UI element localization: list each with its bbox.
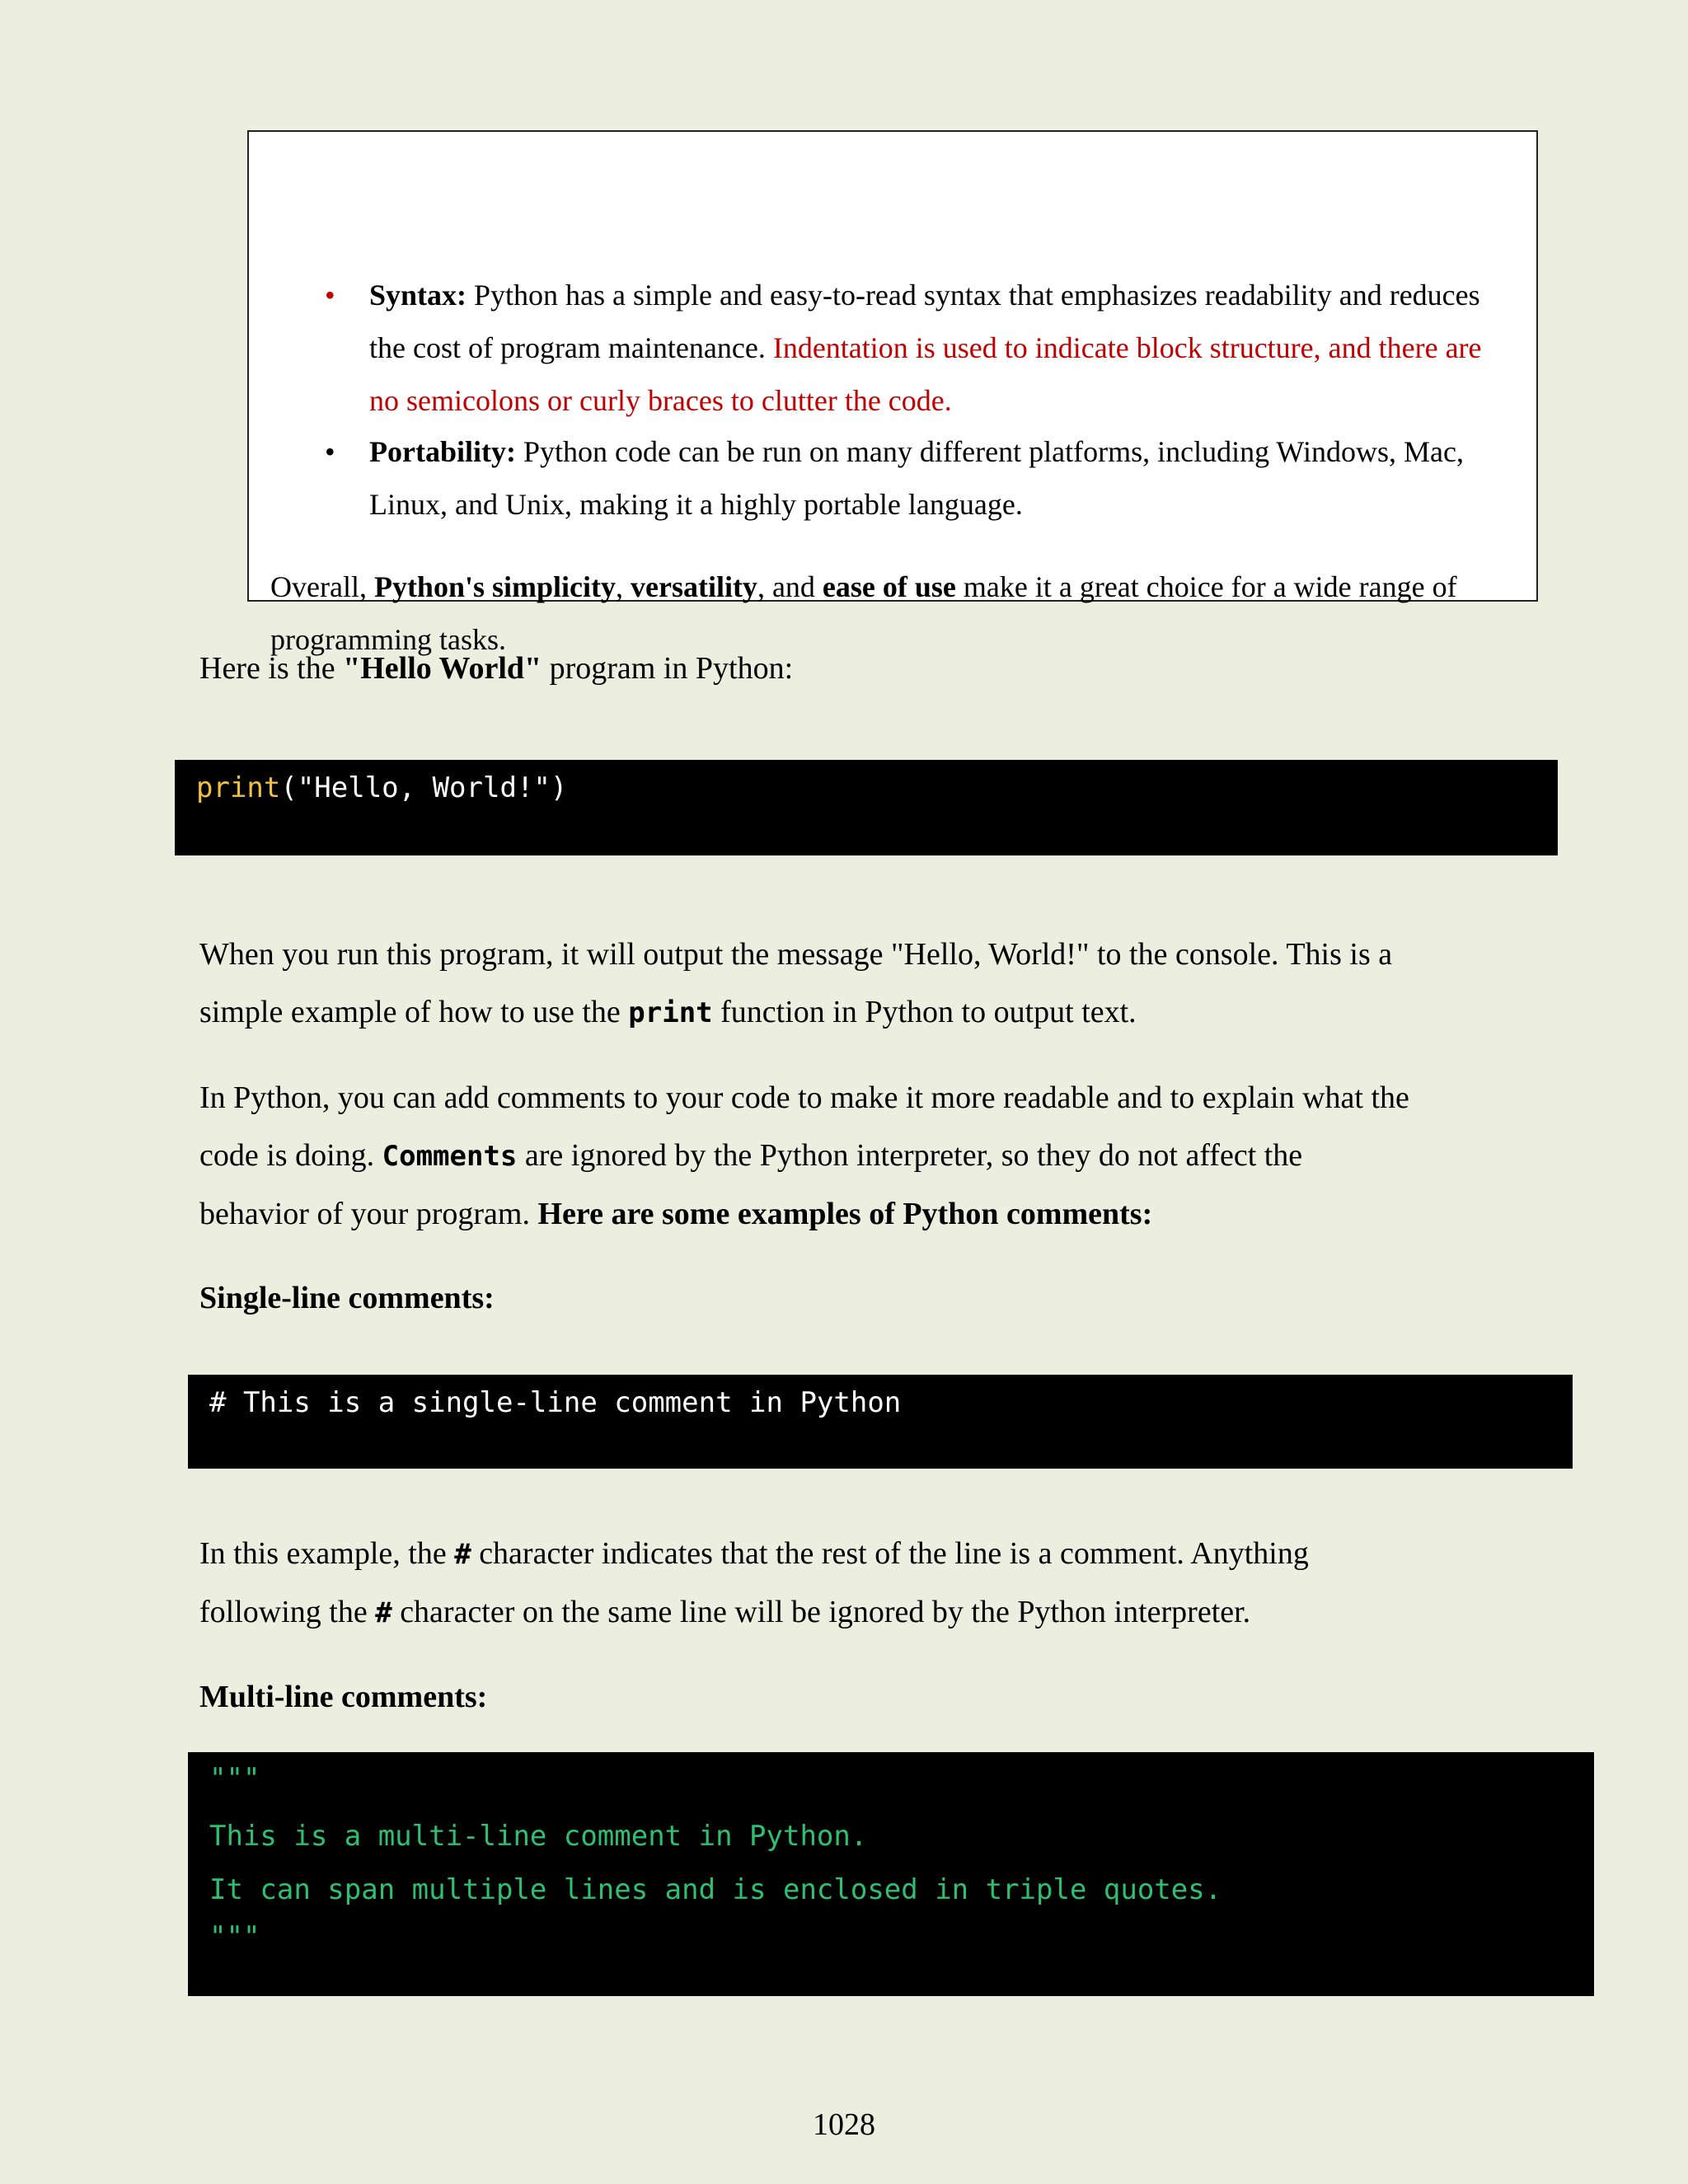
code-keyword-print: print	[196, 771, 281, 804]
bullet-syntax	[369, 269, 1523, 427]
code-line: # This is a single-line comment in Python	[209, 1386, 902, 1419]
syntax-label: Syntax:	[369, 279, 467, 312]
inline-code-print: print	[628, 996, 713, 1029]
paragraph-text: behavior of your program.	[199, 1197, 538, 1231]
bullet-portability	[369, 425, 1523, 531]
inline-hash: #	[454, 1538, 471, 1571]
overall-text: Overall,	[270, 570, 374, 603]
overall-bold-simplicity: Python's simplicity	[373, 570, 616, 603]
summary-box	[247, 130, 1538, 656]
bullet-dot: •	[325, 435, 335, 468]
paragraph-text: code is doing.	[199, 1138, 382, 1173]
page-number: 1028	[813, 2107, 875, 2142]
code-block-multi-comment	[188, 1752, 1594, 1996]
paragraph-text: simple example of how to use the	[199, 995, 629, 1029]
portability-label: Portability:	[369, 435, 516, 468]
heading-multi-line: Multi-line comments:	[199, 1680, 488, 1714]
paragraph-text: function in Python to output text.	[712, 995, 1137, 1029]
paragraph-text: In this example, the	[199, 1536, 455, 1571]
inline-code-comments: Comments	[382, 1140, 518, 1173]
hello-world-intro	[199, 640, 1489, 697]
code-arguments: ("Hello, World!")	[280, 771, 568, 804]
intro-text: Here is the	[199, 651, 344, 686]
paragraph-bold: Here are some examples of Python comments:	[537, 1197, 1153, 1231]
code-block-hello	[175, 760, 1558, 855]
inline-hash: #	[375, 1596, 392, 1629]
paragraph-text: When you run this program, it will output the message "Hello, World!" to the console. This is a	[199, 937, 1393, 972]
paragraph-text: character on the same line will be ignored by the Python interpreter.	[392, 1595, 1251, 1629]
paragraph-hash	[199, 1525, 1489, 1642]
portability-text-1: Python code can be run on many different platforms, including Windows, Mac,	[515, 435, 1464, 468]
portability-text-2: Linux, and Unix, making it a highly portable language.	[369, 488, 1023, 521]
overall-text: ,	[615, 570, 631, 603]
overall-text: programming tasks.	[270, 623, 506, 656]
syntax-text-2: the cost of program maintenance.	[369, 331, 773, 364]
syntax-text-1: Python has a simple and easy-to-read syntax that emphasizes readability and reduces	[467, 279, 1480, 312]
overall-text: , and	[757, 570, 823, 603]
code-line	[196, 770, 567, 806]
intro-bold: "Hello World"	[343, 651, 542, 686]
heading-single-line: Single-line comments:	[199, 1281, 495, 1315]
overall-bold-versatility: versatility	[630, 570, 757, 603]
code-line: It can span multiple lines and is enclosed in triple quotes.	[209, 1873, 1222, 1906]
syntax-red-text-1: Indentation is used to indicate block structure, and there are	[772, 331, 1482, 364]
overall-bold-ease: ease of use	[822, 570, 956, 603]
bullet-dot: •	[325, 279, 335, 312]
code-block-single-comment	[188, 1375, 1573, 1469]
paragraph-text: In Python, you can add comments to your code to make it more readable and to explain what the	[199, 1080, 1409, 1115]
paragraph-text: following the	[199, 1595, 376, 1629]
code-line: This is a multi-line comment in Python.	[209, 1820, 868, 1853]
paragraph-text: character indicates that the rest of the line is a comment. Anything	[471, 1536, 1309, 1571]
syntax-red-text-2: no semicolons or curly braces to clutter the code.	[369, 384, 952, 417]
paragraph-comments	[199, 1069, 1489, 1243]
intro-text: program in Python:	[542, 651, 794, 686]
paragraph-output	[199, 926, 1489, 1042]
paragraph-text: are ignored by the Python interpreter, so they do not affect the	[517, 1138, 1303, 1173]
code-line: """	[209, 1762, 260, 1795]
overall-text: make it a great choice for a wide range of	[955, 570, 1457, 603]
code-line: """	[209, 1920, 260, 1953]
